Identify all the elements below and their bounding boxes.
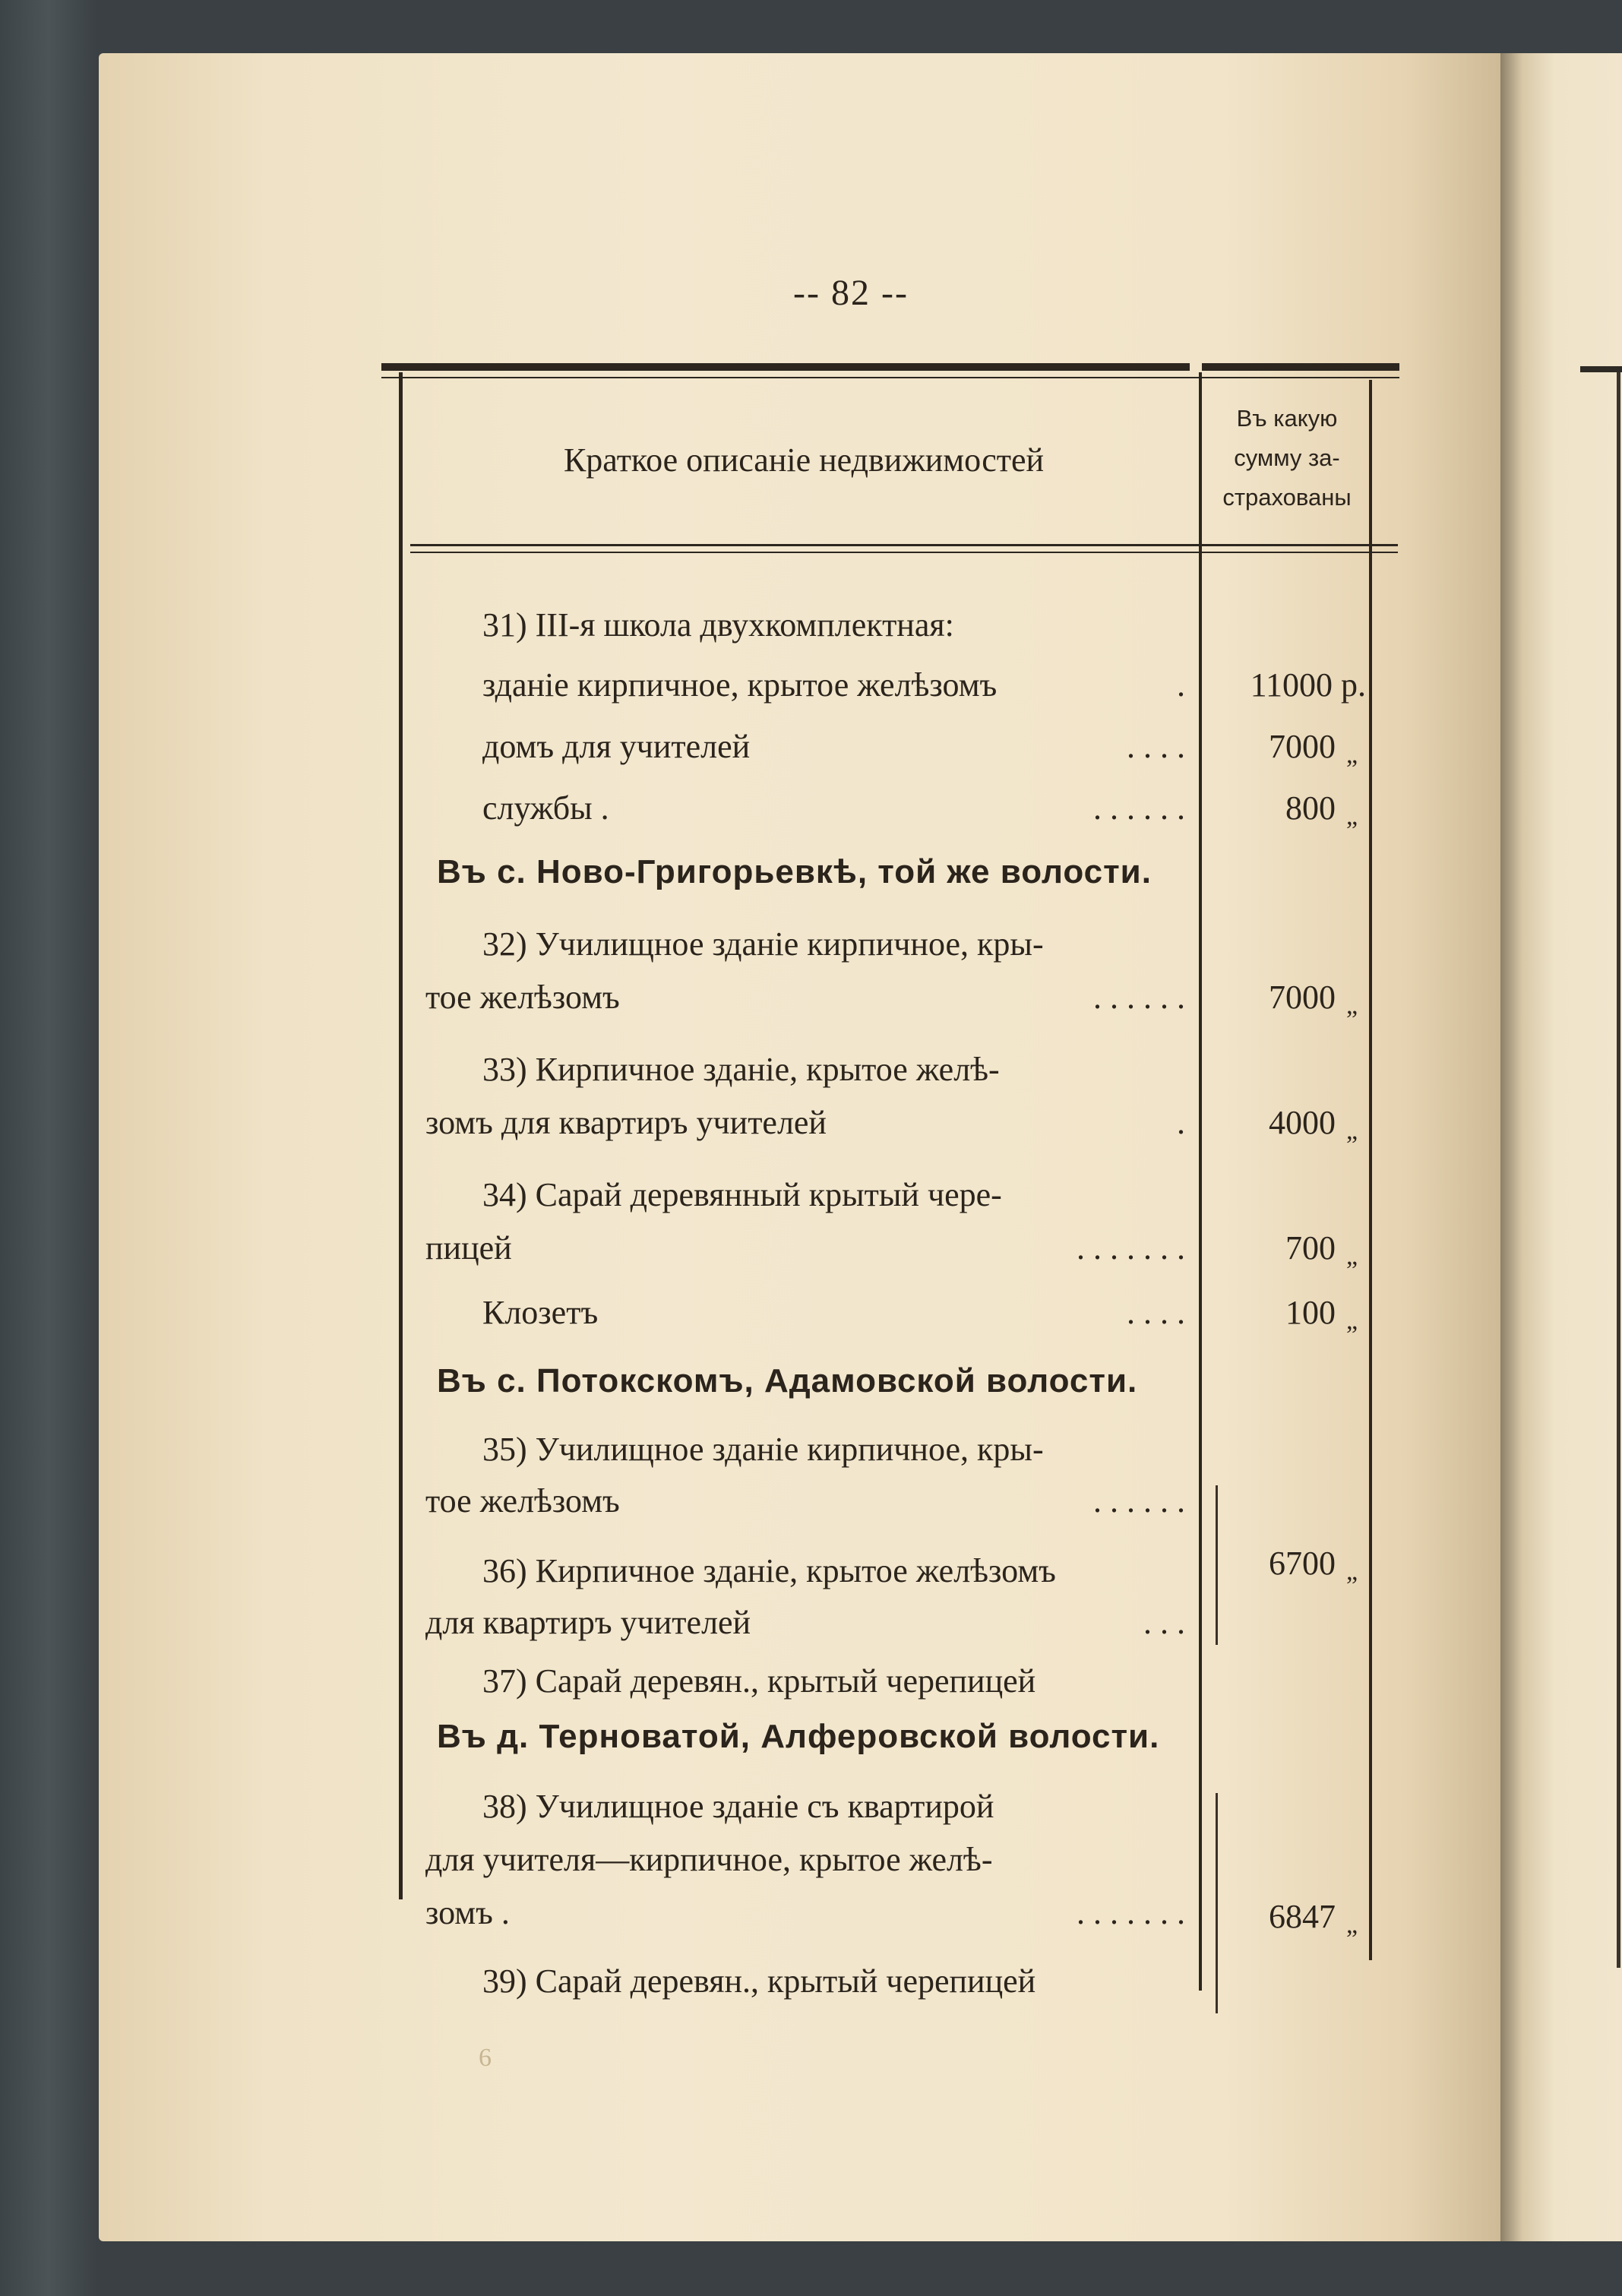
sum-35-36: 6700 bbox=[1269, 1545, 1336, 1582]
entry-37: 37) Сарай деревян., крытый черепицей bbox=[482, 1662, 1036, 1700]
page-number: -- 82 -- bbox=[793, 273, 909, 313]
leader-dots: . . . . . . bbox=[1093, 979, 1185, 1016]
entry-35-line1: 35) Училищное зданіе кирпичное, кры- bbox=[482, 1431, 1044, 1468]
entry-text: пицей bbox=[425, 1229, 512, 1267]
entry-39: 39) Сарай деревян., крытый черепицей bbox=[482, 1962, 1036, 2000]
entry-32-line1: 32) Училищное зданіе кирпичное, кры- bbox=[482, 925, 1044, 963]
table-right-border bbox=[1369, 380, 1372, 1960]
leader-dots: . bbox=[1177, 666, 1185, 704]
entry-text: тое желѣзомъ bbox=[425, 979, 620, 1016]
ditto-mark: „ bbox=[1346, 991, 1358, 1020]
column-header-sum-line: страхованы bbox=[1222, 484, 1352, 511]
leader-dots: . bbox=[1177, 1104, 1185, 1141]
header-rule-right bbox=[1202, 363, 1399, 371]
leader-dots: . . . bbox=[1143, 1604, 1185, 1641]
entry-38-line2: для учителя—кирпичное, крытое желѣ- bbox=[425, 1841, 993, 1878]
entry-31-title: 31) III-я школа двухкомплектная: bbox=[482, 606, 954, 644]
entry-text: для квартиръ учителей bbox=[425, 1604, 751, 1641]
leader-dots: . . . . . . . bbox=[1077, 1894, 1185, 1931]
entry-38-line1: 38) Училищное зданіе съ квартирой bbox=[482, 1788, 994, 1825]
entry-36-line2 bbox=[425, 1602, 1185, 1644]
entry-38-line3 bbox=[425, 1892, 1185, 1934]
header-rule-left bbox=[381, 363, 1190, 371]
subheader-rule-1 bbox=[410, 544, 1398, 546]
sum-34-closet: 100 bbox=[1285, 1294, 1336, 1331]
column-header-sum bbox=[1203, 399, 1371, 517]
entry-36-line1: 36) Кирпичное зданіе, крытое желѣзомъ bbox=[482, 1552, 1056, 1589]
column-header-sum-line: сумму за- bbox=[1234, 444, 1340, 471]
sum-33: 4000 bbox=[1269, 1104, 1336, 1141]
entry-34-line1: 34) Сарай деревянный крытый чере- bbox=[482, 1176, 1002, 1213]
leader-dots: . . . . . . bbox=[1093, 789, 1185, 827]
sum-31-b: 7000 bbox=[1269, 728, 1336, 765]
entry-33-line2 bbox=[425, 1102, 1185, 1144]
leader-dots: . . . . . . . bbox=[1077, 1229, 1185, 1267]
ditto-mark: „ bbox=[1346, 1911, 1358, 1939]
ditto-mark: „ bbox=[1346, 1307, 1358, 1335]
entry-31-c bbox=[482, 787, 1185, 830]
entry-31-a bbox=[482, 664, 1185, 707]
entry-33-line1: 33) Кирпичное зданіе, крытое желѣ- bbox=[482, 1051, 1000, 1088]
next-page-rule bbox=[1580, 366, 1622, 372]
sum-38-39: 6847 bbox=[1269, 1898, 1336, 1935]
column-header-description: Краткое описаніе недвижимостей bbox=[563, 441, 1045, 479]
next-page-edge bbox=[1500, 53, 1622, 2241]
header-rule-thin bbox=[381, 377, 1399, 378]
section-heading-ternovataya: Въ д. Терноватой, Алферовской волости. bbox=[437, 1718, 1160, 1755]
ditto-mark: „ bbox=[1346, 1242, 1358, 1270]
entry-text: домъ для учителей bbox=[482, 728, 751, 765]
entry-text: зомъ . bbox=[425, 1894, 510, 1931]
entry-32-line2 bbox=[425, 976, 1185, 1019]
leader-dots: . . . . bbox=[1127, 1294, 1185, 1331]
subheader-rule-2 bbox=[410, 552, 1398, 553]
ditto-mark: „ bbox=[1346, 802, 1358, 830]
entry-text: Клозетъ bbox=[482, 1294, 599, 1331]
entry-31-b bbox=[482, 726, 1185, 768]
next-page-vline bbox=[1617, 372, 1620, 1968]
section-heading-novo-grigorievka: Въ с. Ново-Григорьевкѣ, той же волости. bbox=[437, 853, 1152, 890]
entry-text: службы . bbox=[482, 789, 609, 827]
ditto-mark: „ bbox=[1346, 741, 1358, 769]
table-left-border bbox=[399, 372, 403, 1899]
section-heading-potokskoe: Въ с. Потокскомъ, Адамовской волости. bbox=[437, 1362, 1138, 1399]
signature-mark: 6 bbox=[479, 2044, 492, 2072]
sum-32: 7000 bbox=[1269, 979, 1336, 1016]
entry-34-closet bbox=[482, 1292, 1185, 1334]
entry-text: зомъ для квартиръ учителей bbox=[425, 1104, 827, 1141]
entry-text: зданіе кирпичное, крытое желѣзомъ bbox=[482, 666, 998, 704]
sum-31-c: 800 bbox=[1285, 789, 1336, 827]
ditto-mark: „ bbox=[1346, 1558, 1358, 1586]
entry-text: тое желѣзомъ bbox=[425, 1482, 620, 1520]
entry-35-line2 bbox=[425, 1480, 1185, 1523]
column-header-sum-line: Въ какую bbox=[1236, 405, 1338, 432]
sum-34: 700 bbox=[1285, 1229, 1336, 1267]
leader-dots: . . . . . . bbox=[1093, 1482, 1185, 1520]
leader-dots: . . . . bbox=[1127, 728, 1185, 765]
entry-34-line2 bbox=[425, 1227, 1185, 1270]
ditto-mark: „ bbox=[1346, 1117, 1358, 1145]
sum-31-a: 11000 р. bbox=[1250, 666, 1366, 704]
